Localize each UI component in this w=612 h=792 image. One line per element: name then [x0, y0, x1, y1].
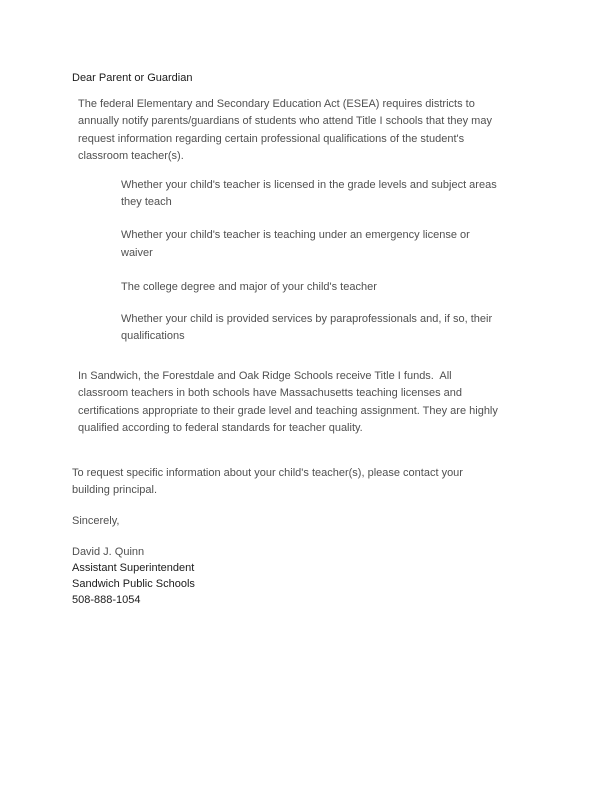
- text-line: building principal.: [72, 484, 157, 496]
- text-line: request information regarding certain professional qualifications of the student's: [78, 132, 465, 145]
- notification-item-paraprofessionals: [121, 311, 546, 346]
- text-line: To request specific information about your child's teacher(s), please contact your: [72, 466, 463, 479]
- district-paragraph: [72, 368, 546, 438]
- text-line: annually notify parents/guardians of students who attend Title I schools that they may: [78, 115, 492, 127]
- intro-paragraph: [72, 96, 546, 166]
- notification-item-licensure: [121, 177, 546, 212]
- text-line: qualifications: [121, 330, 185, 342]
- text-line: Whether your child's teacher is licensed in the grade levels and subject areas: [121, 178, 497, 191]
- signature-organization: Sandwich Public Schools: [72, 578, 195, 590]
- text-line: waiver: [121, 246, 153, 259]
- signature-phone: 508-888-1054: [72, 594, 141, 606]
- text-line: In Sandwich, the Forestdale and Oak Ridge Schools receive Title I funds. All: [78, 369, 452, 382]
- text-line: they teach: [121, 196, 172, 208]
- text-line: Whether your child's teacher is teaching under an emergency license or: [121, 229, 470, 241]
- text-line: The federal Elementary and Secondary Education Act (ESEA) requires districts to: [78, 97, 475, 110]
- text-line: classroom teacher(s).: [78, 150, 184, 162]
- text-line: certifications appropriate to their grade level and teaching assignment. They are highly: [78, 404, 498, 417]
- text-line: Whether your child is provided services by paraprofessionals and, if so, their: [121, 312, 493, 325]
- notification-item-college-degree: [121, 279, 546, 297]
- text-line: The college degree and major of your child's teacher: [121, 280, 377, 293]
- signature-title: Assistant Superintendent: [72, 562, 195, 574]
- salutation: Dear Parent or Guardian: [72, 71, 193, 84]
- request-paragraph: [72, 465, 546, 500]
- closing: Sincerely,: [72, 514, 120, 527]
- text-line: qualified according to federal standards for teacher quality.: [78, 422, 363, 434]
- notification-item-emergency-license: [121, 227, 546, 262]
- signature-name: David J. Quinn: [72, 546, 145, 558]
- signature-block: [72, 544, 546, 608]
- text-line: classroom teachers in both schools have Massachusetts teaching licenses and: [78, 387, 462, 399]
